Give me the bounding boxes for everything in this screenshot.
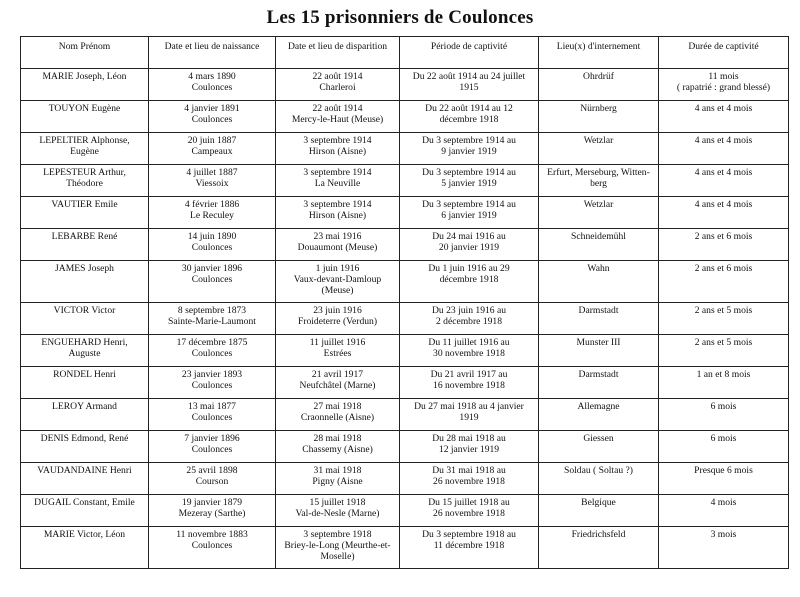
cell-duration: Presque 6 mois: [659, 463, 789, 495]
cell-period: Du 3 septembre 1918 au 11 décembre 1918: [400, 527, 539, 569]
cell-disappearance: 21 avril 1917 Neufchâtel (Marne): [276, 367, 400, 399]
table-row: [21, 229, 789, 261]
cell-internment: Munster III: [539, 335, 659, 367]
table-body: [21, 69, 789, 569]
cell-name: MARIE Joseph, Léon: [21, 69, 149, 101]
cell-duration: 6 mois: [659, 399, 789, 431]
column-header-internment: Lieu(x) d'internement: [539, 37, 659, 69]
table-row: [21, 261, 789, 303]
cell-period: Du 3 septembre 1914 au 9 janvier 1919: [400, 133, 539, 165]
cell-internment: Wetzlar: [539, 197, 659, 229]
cell-name: TOUYON Eugène: [21, 101, 149, 133]
cell-disappearance: 28 mai 1918 Chassemy (Aisne): [276, 431, 400, 463]
cell-disappearance: 3 septembre 1914 Hirson (Aisne): [276, 133, 400, 165]
cell-birth: 14 juin 1890 Coulonces: [149, 229, 276, 261]
cell-name: RONDEL Henri: [21, 367, 149, 399]
cell-name: LEPELTIER Alphonse, Eugène: [21, 133, 149, 165]
cell-birth: 17 décembre 1875 Coulonces: [149, 335, 276, 367]
cell-internment: Ohrdrüf: [539, 69, 659, 101]
cell-name: LEBARBE René: [21, 229, 149, 261]
cell-disappearance: 23 juin 1916 Froideterre (Verdun): [276, 303, 400, 335]
table-row: [21, 101, 789, 133]
cell-duration: 4 ans et 4 mois: [659, 101, 789, 133]
cell-name: ENGUEHARD Henri, Auguste: [21, 335, 149, 367]
table-header-row: [21, 37, 789, 69]
table-row: [21, 303, 789, 335]
cell-internment: Friedrichsfeld: [539, 527, 659, 569]
cell-birth: 23 janvier 1893 Coulonces: [149, 367, 276, 399]
cell-name: VAUTIER Emile: [21, 197, 149, 229]
cell-internment: Giessen: [539, 431, 659, 463]
cell-name: VAUDANDAINE Henri: [21, 463, 149, 495]
cell-birth: 13 mai 1877 Coulonces: [149, 399, 276, 431]
cell-name: MARIE Victor, Léon: [21, 527, 149, 569]
cell-birth: 8 septembre 1873 Sainte-Marie-Laumont: [149, 303, 276, 335]
cell-duration: 2 ans et 5 mois: [659, 303, 789, 335]
cell-period: Du 27 mai 1918 au 4 janvier 1919: [400, 399, 539, 431]
cell-name: LEPESTEUR Arthur, Théodore: [21, 165, 149, 197]
cell-duration: 2 ans et 5 mois: [659, 335, 789, 367]
cell-name: DENIS Edmond, René: [21, 431, 149, 463]
cell-internment: Wahn: [539, 261, 659, 303]
cell-name: JAMES Joseph: [21, 261, 149, 303]
column-header-birth: Date et lieu de naissance: [149, 37, 276, 69]
cell-birth: 4 juillet 1887 Viessoix: [149, 165, 276, 197]
cell-duration: 3 mois: [659, 527, 789, 569]
cell-period: Du 3 septembre 1914 au 5 janvier 1919: [400, 165, 539, 197]
cell-birth: 25 avril 1898 Courson: [149, 463, 276, 495]
cell-internment: Darmstadt: [539, 303, 659, 335]
table-row: [21, 463, 789, 495]
cell-name: DUGAIL Constant, Emile: [21, 495, 149, 527]
table-row: [21, 527, 789, 569]
cell-duration: 1 an et 8 mois: [659, 367, 789, 399]
page-title: Les 15 prisonniers de Coulonces: [266, 7, 534, 28]
cell-disappearance: 22 août 1914 Mercy-le-Haut (Meuse): [276, 101, 400, 133]
cell-period: Du 23 juin 1916 au 2 décembre 1918: [400, 303, 539, 335]
cell-internment: Erfurt, Merseburg, Witten- berg: [539, 165, 659, 197]
cell-internment: Allemagne: [539, 399, 659, 431]
table-row: [21, 367, 789, 399]
cell-duration: 4 mois: [659, 495, 789, 527]
cell-disappearance: 1 juin 1916 Vaux-devant-Damloup (Meuse): [276, 261, 400, 303]
cell-duration: 2 ans et 6 mois: [659, 229, 789, 261]
table-row: [21, 399, 789, 431]
cell-disappearance: 31 mai 1918 Pigny (Aisne: [276, 463, 400, 495]
cell-period: Du 22 août 1914 au 12 décembre 1918: [400, 101, 539, 133]
cell-duration: 4 ans et 4 mois: [659, 197, 789, 229]
cell-internment: Schneidemühl: [539, 229, 659, 261]
cell-internment: Nürnberg: [539, 101, 659, 133]
table-row: [21, 133, 789, 165]
table-row: [21, 431, 789, 463]
cell-duration: 4 ans et 4 mois: [659, 165, 789, 197]
cell-name: LEROY Armand: [21, 399, 149, 431]
cell-duration: 2 ans et 6 mois: [659, 261, 789, 303]
cell-period: Du 3 septembre 1914 au 6 janvier 1919: [400, 197, 539, 229]
cell-disappearance: 3 septembre 1914 Hirson (Aisne): [276, 197, 400, 229]
cell-internment: Belgique: [539, 495, 659, 527]
cell-internment: Darmstadt: [539, 367, 659, 399]
column-header-duration: Durée de captivité: [659, 37, 789, 69]
cell-disappearance: 27 mai 1918 Craonnelle (Aisne): [276, 399, 400, 431]
cell-disappearance: 3 septembre 1918 Briey-le-Long (Meurthe-et- Moselle): [276, 527, 400, 569]
cell-birth: 19 janvier 1879 Mezeray (Sarthe): [149, 495, 276, 527]
cell-disappearance: 22 août 1914 Charleroi: [276, 69, 400, 101]
cell-birth: 4 février 1886 Le Reculey: [149, 197, 276, 229]
cell-period: Du 28 mai 1918 au 12 janvier 1919: [400, 431, 539, 463]
cell-birth: 7 janvier 1896 Coulonces: [149, 431, 276, 463]
table-row: [21, 495, 789, 527]
cell-disappearance: 3 septembre 1914 La Neuville: [276, 165, 400, 197]
cell-duration: 4 ans et 4 mois: [659, 133, 789, 165]
cell-disappearance: 23 mai 1916 Douaumont (Meuse): [276, 229, 400, 261]
cell-birth: 11 novembre 1883 Coulonces: [149, 527, 276, 569]
cell-internment: Soldau ( Soltau ?): [539, 463, 659, 495]
table-row: [21, 69, 789, 101]
cell-disappearance: 11 juillet 1916 Estrées: [276, 335, 400, 367]
cell-period: Du 24 mai 1916 au 20 janvier 1919: [400, 229, 539, 261]
cell-duration: 6 mois: [659, 431, 789, 463]
cell-birth: 30 janvier 1896 Coulonces: [149, 261, 276, 303]
cell-disappearance: 15 juillet 1918 Val-de-Nesle (Marne): [276, 495, 400, 527]
cell-period: Du 1 juin 1916 au 29 décembre 1918: [400, 261, 539, 303]
cell-period: Du 15 juillet 1918 au 26 novembre 1918: [400, 495, 539, 527]
column-header-period: Période de captivité: [400, 37, 539, 69]
cell-duration: 11 mois ( rapatrié : grand blessé): [659, 69, 789, 101]
cell-birth: 20 juin 1887 Campeaux: [149, 133, 276, 165]
column-header-disappearance: Date et lieu de disparition: [276, 37, 400, 69]
cell-birth: 4 mars 1890 Coulonces: [149, 69, 276, 101]
cell-period: Du 11 juillet 1916 au 30 novembre 1918: [400, 335, 539, 367]
table-row: [21, 335, 789, 367]
cell-period: Du 21 avril 1917 au 16 novembre 1918: [400, 367, 539, 399]
cell-birth: 4 janvier 1891 Coulonces: [149, 101, 276, 133]
table-row: [21, 165, 789, 197]
column-header-name: Nom Prénom: [21, 37, 149, 69]
cell-period: Du 31 mai 1918 au 26 novembre 1918: [400, 463, 539, 495]
prisoners-table: [20, 36, 789, 569]
cell-name: VICTOR Victor: [21, 303, 149, 335]
cell-internment: Wetzlar: [539, 133, 659, 165]
table-row: [21, 197, 789, 229]
cell-period: Du 22 août 1914 au 24 juillet 1915: [400, 69, 539, 101]
